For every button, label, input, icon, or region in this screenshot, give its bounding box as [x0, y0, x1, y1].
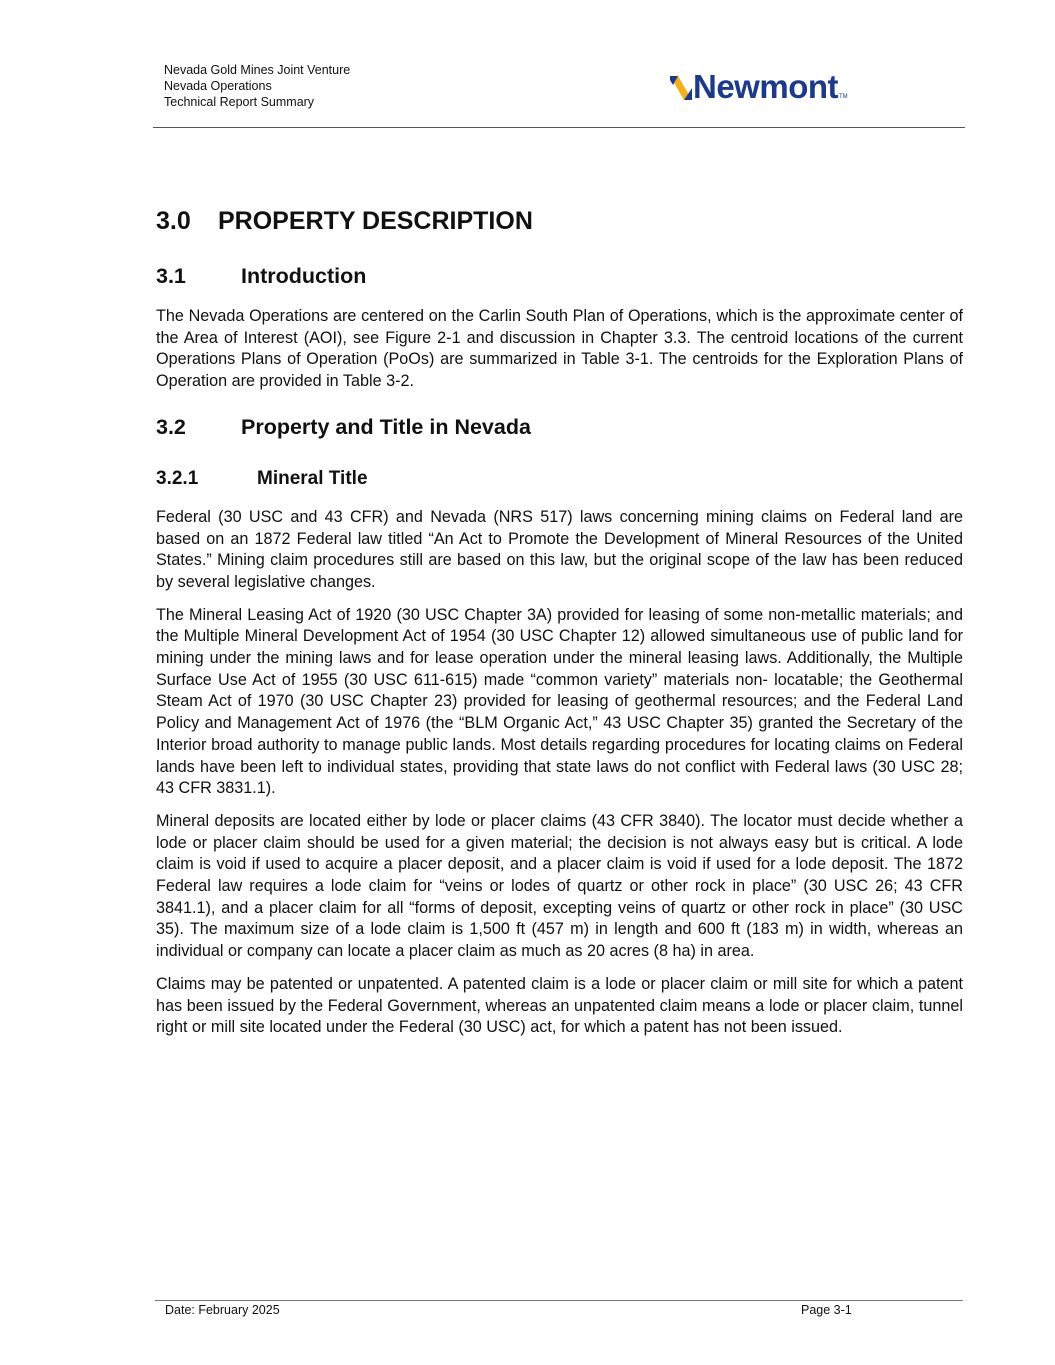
section-title: PROPERTY DESCRIPTION — [218, 207, 533, 235]
paragraph: Claims may be patented or unpatented. A patented claim is a lode or placer claim or mill site for which a patent has been issued by the Federal Government, whereas an unpatented claim means a lode or placer claim, tunnel right or mill site located under the Federal (30 USC) act, for which a patent has not been issued. — [156, 974, 963, 1037]
header-line-company: Nevada Gold Mines Joint Venture — [164, 63, 351, 77]
section-heading — [156, 200, 963, 242]
subsubsection-title: Mineral Title — [257, 467, 368, 489]
subsubsection-heading-mineral-title — [156, 461, 963, 497]
footer-divider — [155, 1300, 963, 1301]
document-body — [156, 200, 963, 1039]
paragraph: The Mineral Leasing Act of 1920 (30 USC Chapter 3A) provided for leasing of some non-metallic materials; and the Multiple Mineral Development Act of 1954 (30 USC Chapter 12) allowed simultaneous use of public land for mining under the mining laws and for lease operation under the mineral leasing laws. Additionally, the Multiple Surface Use Act of 1955 (30 USC 611-615) made “common variety” materials non- locatable; the Geothermal Steam Act of 1970 (30 USC Chapter 23) provided for leasing of geothermal resources; and the Federal Land Policy and Management Act of 1976 (the “BLM Organic Act,” 43 USC Chapter 35) granted the Secretary of the Interior broad authority to manage public lands. Most details regarding procedures for locating claims on Federal lands have been left to individual states, providing that state laws do not conflict with Federal laws (30 USC 28; 43 CFR 3831.1). — [156, 605, 963, 798]
subsection-title: Property and Title in Nevada — [241, 414, 531, 439]
header-line-operation: Nevada Operations — [164, 79, 272, 93]
newmont-chevron-icon — [670, 74, 692, 102]
footer-page-number: Page 3-1 — [801, 1303, 852, 1317]
paragraph: The Nevada Operations are centered on the Carlin South Plan of Operations, which is the approximate center of the Area of Interest (AOI), see Figure 2-1 and discussion in Chapter 3.3. The centroid locations of the current Operations Plans of Operation (PoOs) are summarized in Table 3-1. The centroids for the Exploration Plans of Operation are provided in Table 3-2. — [156, 307, 963, 391]
subsection-title: Introduction — [241, 264, 367, 288]
paragraph: Mineral deposits are located either by lode or placer claims (43 CFR 3840). The locator must decide whether a lode or placer claim should be used for a given material; the decision is not always easy but is critical. A lode claim is void if used to acquire a placer deposit, and a placer claim is void if used for a lode deposit. The 1872 Federal law requires a lode claim for “veins or lodes of quartz or other rock in place” (30 USC 26; 43 CFR 3841.1), and a placer claim for all “forms of deposit, excepting veins of quartz or other rock in place” (30 USC 35). The maximum size of a lode claim is 1,500 ft (457 m) in length and 600 ft (183 m) in width, whereas an individual or company can locate a placer claim as much as 20 acres (8 ha) in area. — [156, 811, 963, 961]
subsection-heading-introduction — [156, 256, 963, 296]
section-number: 3.0 — [156, 207, 191, 235]
footer-date: Date: February 2025 — [165, 1303, 280, 1317]
header-divider — [153, 127, 965, 128]
logo-wordmark: Newmont — [693, 68, 838, 105]
header-line-report: Technical Report Summary — [164, 95, 315, 109]
newmont-logo — [670, 68, 848, 105]
subsubsection-number: 3.2.1 — [156, 467, 199, 489]
subsection-number: 3.2 — [156, 414, 186, 439]
document-header — [164, 62, 350, 110]
logo-trademark: TM — [839, 94, 848, 100]
subsection-heading-property-title — [156, 407, 963, 447]
subsection-number: 3.1 — [156, 264, 186, 288]
paragraph: Federal (30 USC and 43 CFR) and Nevada (NRS 517) laws concerning mining claims on Federal land are based on an 1872 Federal law titled “An Act to Promote the Development of Mineral Resources of the United States.” Mining claim procedures still are based on this law, but the original scope of the law has been reduced by several legislative changes. — [156, 507, 963, 591]
